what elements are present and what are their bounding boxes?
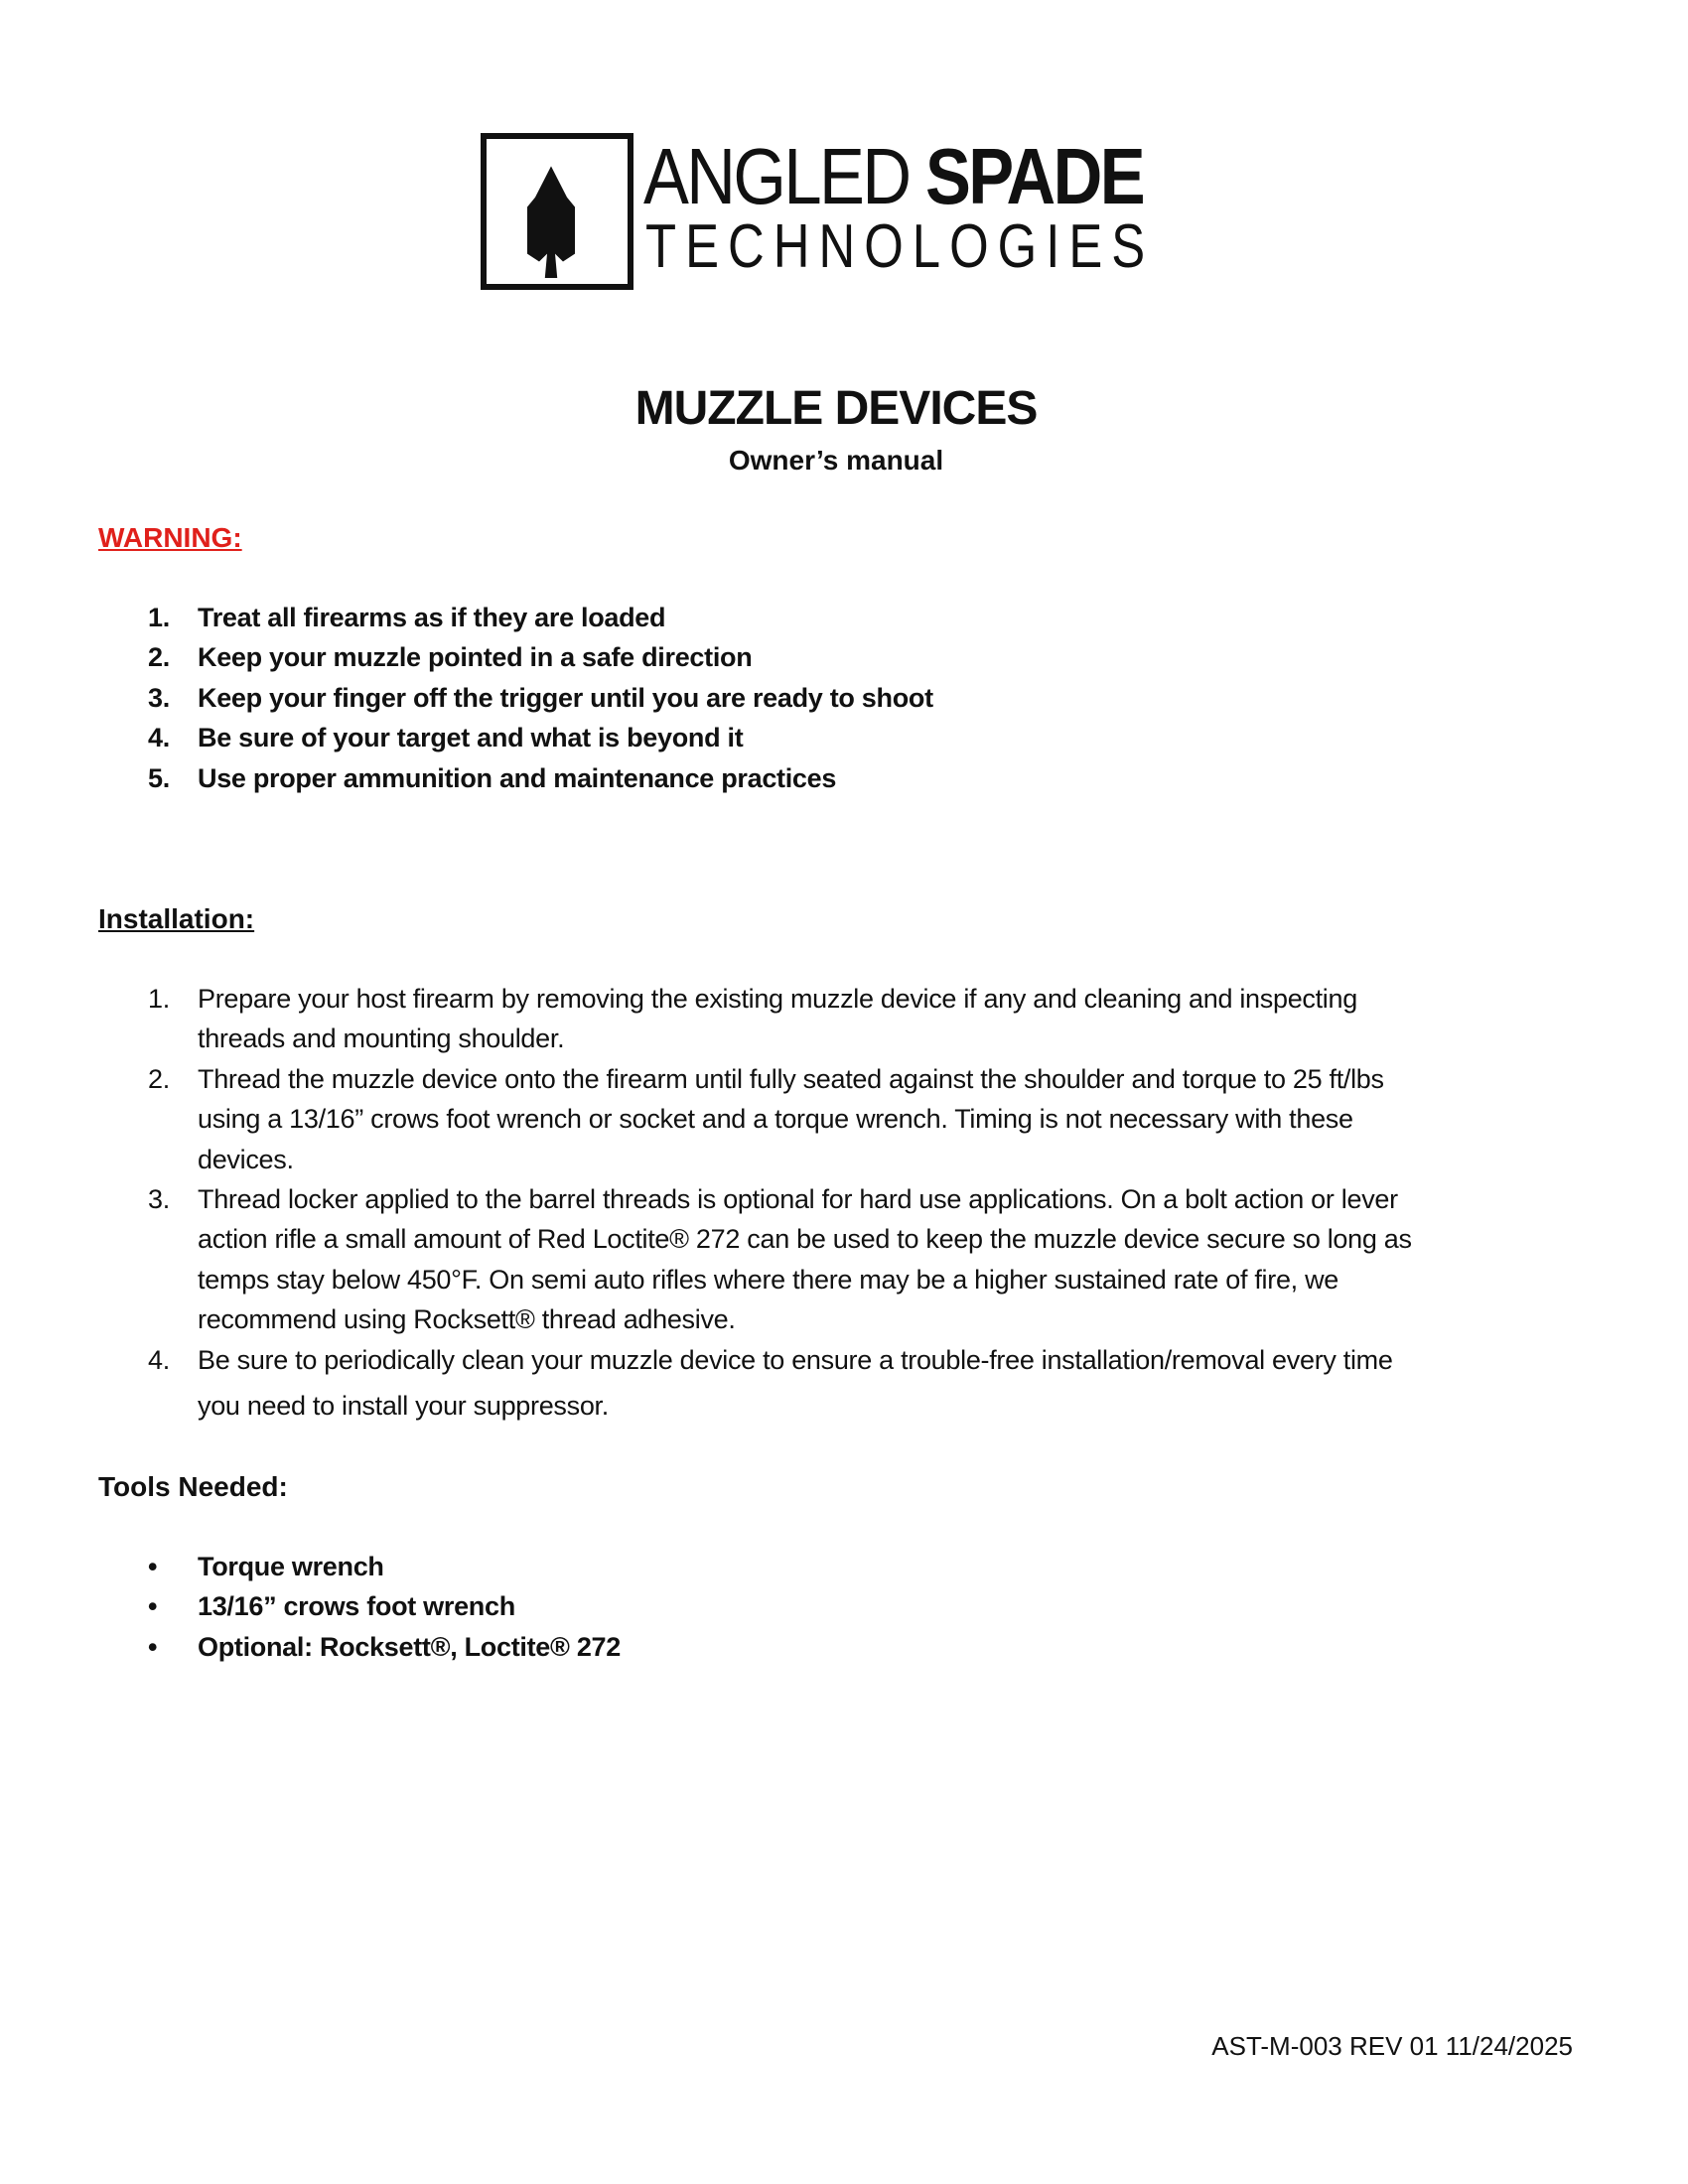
text-line: Keep your finger off the trigger until you are ready to shoot <box>198 682 933 713</box>
list-item-text <box>198 1547 384 1586</box>
list-item <box>148 678 933 718</box>
text-line: Thread locker applied to the barrel threads is optional for hard use applications. On a bolt action or lever <box>198 1184 1398 1215</box>
list-item-text <box>198 1586 515 1626</box>
spade-icon <box>492 145 622 278</box>
text-line: Be sure of your target and what is beyond it <box>198 723 744 753</box>
list-marker: 1. <box>148 984 170 1014</box>
list-item-text <box>198 1627 621 1667</box>
logo-mark <box>481 133 633 290</box>
list-marker: 3. <box>148 682 170 713</box>
list-item <box>148 1586 621 1626</box>
document-revision: AST-M-003 REV 01 11/24/2025 <box>1211 2031 1573 2061</box>
text-line: Use proper ammunition and maintenance practices <box>198 762 837 793</box>
list-item <box>148 979 1412 1059</box>
list-item-text <box>198 758 836 798</box>
text-line: action rifle a small amount of Red Loctite® 272 can be used to keep the muzzle device secure so long as <box>198 1224 1412 1255</box>
list-item <box>148 1547 621 1586</box>
warning-list <box>148 598 933 798</box>
list-item <box>148 1059 1412 1179</box>
text-line: recommend using Rocksett® thread adhesive. <box>198 1304 736 1335</box>
installation-list <box>148 979 1412 1426</box>
list-marker: 3. <box>148 1184 170 1215</box>
text-line: Keep your muzzle pointed in a safe direction <box>198 642 753 673</box>
text-line: using a 13/16” crows foot wrench or socket and a torque wrench. Timing is not necessary with these <box>198 1104 1353 1135</box>
warning-heading: WARNING: <box>98 522 242 553</box>
text-line: temps stay below 450°F. On semi auto rifles where there may be a higher sustained rate of fire, we <box>198 1264 1338 1295</box>
list-item <box>148 637 933 677</box>
list-marker: 1. <box>148 603 170 632</box>
list-marker: • <box>148 1591 158 1622</box>
list-item-text <box>198 979 1357 1059</box>
list-item-text <box>198 1340 1393 1427</box>
tools-list <box>148 1547 621 1667</box>
text-line: Thread the muzzle device onto the firearm until fully seated against the shoulder and torque to 25 ft/lbs <box>198 1063 1384 1094</box>
list-item <box>148 718 933 757</box>
logo-wordmark-line2: TECHNOLOGIES <box>645 212 1155 281</box>
text-line: threads and mounting shoulder. <box>198 1024 565 1054</box>
list-item <box>148 758 933 798</box>
list-marker: 2. <box>148 642 170 673</box>
list-marker: 5. <box>148 762 170 793</box>
list-marker: 2. <box>148 1063 170 1094</box>
list-item <box>148 1179 1412 1340</box>
text-line: Torque wrench <box>198 1552 384 1581</box>
text-line: Optional: Rocksett®, Loctite® 272 <box>198 1631 621 1662</box>
list-item-text <box>198 1179 1412 1340</box>
list-item <box>148 1340 1412 1427</box>
text-line: 13/16” crows foot wrench <box>198 1591 515 1622</box>
list-marker: 4. <box>148 723 170 753</box>
list-item-text <box>198 1059 1384 1179</box>
tools-heading: Tools Needed: <box>98 1471 288 1502</box>
list-item <box>148 1627 621 1667</box>
list-marker: • <box>148 1552 158 1581</box>
page-title: MUZZLE DEVICES <box>634 382 1038 435</box>
text-line: Treat all firearms as if they are loaded <box>198 603 666 632</box>
list-item-text <box>198 678 933 718</box>
text-line: devices. <box>198 1144 294 1174</box>
list-item-text <box>198 598 665 637</box>
logo-wordmark-line1: ANGLED SPADE <box>643 132 1144 220</box>
list-marker: 4. <box>148 1344 170 1375</box>
page-subtitle: Owner’s manual <box>728 445 944 476</box>
list-marker: • <box>148 1631 158 1662</box>
list-item-text <box>198 718 743 757</box>
list-item <box>148 598 933 637</box>
text-line: you need to install your suppressor. <box>198 1391 609 1422</box>
list-item-text <box>198 637 752 677</box>
text-line: Prepare your host firearm by removing the existing muzzle device if any and cleaning and inspecting <box>198 984 1357 1014</box>
text-line: Be sure to periodically clean your muzzle device to ensure a trouble-free installation/removal every time <box>198 1344 1393 1375</box>
installation-heading: Installation: <box>98 903 255 934</box>
